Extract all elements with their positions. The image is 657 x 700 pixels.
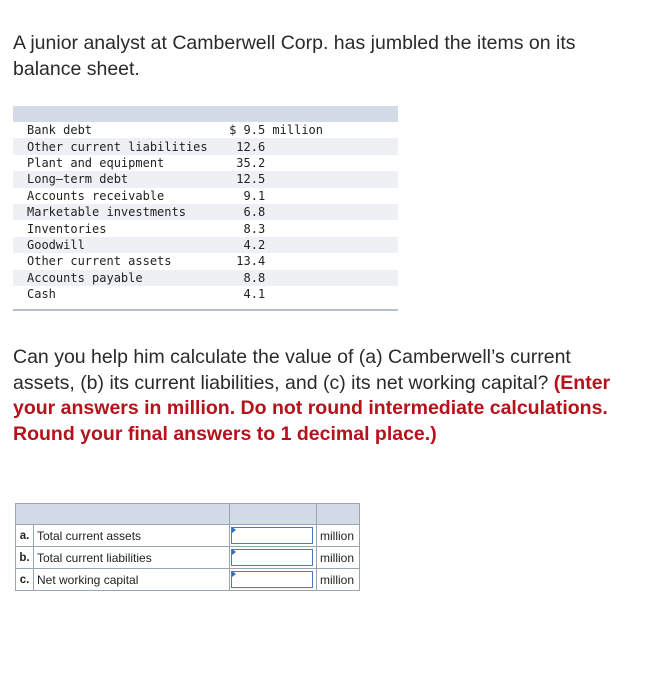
item-name: Bank debt	[27, 123, 93, 138]
answer-unit: million	[317, 525, 360, 547]
answer-unit: million	[317, 569, 360, 591]
answer-label: Total current liabilities	[34, 547, 230, 569]
answer-row-a	[16, 525, 360, 547]
answer-table	[15, 503, 360, 591]
table-row	[13, 204, 398, 220]
item-name: Accounts payable	[27, 270, 143, 285]
answer-label: Total current assets	[34, 525, 230, 547]
item-name: Goodwill	[27, 237, 85, 252]
item-name: Accounts receivable	[27, 188, 165, 203]
net-working-capital-input[interactable]	[231, 571, 313, 588]
item-name: Long–term debt	[27, 172, 129, 187]
item-value: 12.6	[236, 139, 323, 154]
table-row	[13, 253, 398, 269]
item-name: Other current liabilities	[27, 139, 208, 154]
answer-letter: b.	[16, 547, 34, 569]
answer-input-cell	[230, 525, 317, 547]
table-row	[13, 138, 398, 154]
item-name: Other current assets	[27, 254, 172, 269]
item-value: 8.8	[243, 270, 323, 285]
answer-input-cell	[230, 569, 317, 591]
item-value: 6.8	[243, 205, 323, 220]
item-value: 4.2	[243, 237, 323, 252]
table-row	[13, 155, 398, 171]
answer-unit: million	[317, 547, 360, 569]
total-current-assets-input[interactable]	[231, 527, 313, 544]
item-name: Inventories	[27, 221, 107, 236]
item-value: 4.1	[243, 287, 323, 302]
input-marker-icon	[232, 527, 236, 533]
answer-label: Net working capital	[34, 569, 230, 591]
question-instructions: (Enter your answers in million. Do not round intermediate calculations. Round your final answers to 1 decimal place.)	[13, 371, 611, 445]
input-marker-icon	[232, 571, 236, 577]
item-value: 12.5	[236, 172, 323, 187]
answer-input-cell	[230, 547, 317, 569]
item-value: 8.3	[243, 221, 323, 236]
input-marker-icon	[232, 549, 236, 555]
table-bottom-rule	[13, 302, 398, 310]
item-name: Cash	[27, 287, 56, 302]
table-row	[13, 122, 398, 138]
table-row	[13, 171, 398, 187]
item-value: $ 9.5 million	[229, 123, 323, 138]
problem-intro: A junior analyst at Camberwell Corp. has jumbled the items on its balance sheet.	[13, 32, 576, 80]
answer-row-b	[16, 547, 360, 569]
question-plain: Can you help him calculate the value of (a) Camberwell’s current assets, (b) its current liabilities, and (c) its net working capital?	[13, 346, 571, 394]
item-name: Plant and equipment	[27, 155, 165, 170]
answer-letter: c.	[16, 569, 34, 591]
balance-sheet-table	[13, 106, 398, 311]
table-row	[13, 270, 398, 286]
item-value: 35.2	[236, 155, 323, 170]
table-row	[13, 286, 398, 302]
table-row	[13, 220, 398, 236]
table-row	[13, 188, 398, 204]
question-text	[13, 345, 623, 447]
answer-table-header	[16, 504, 360, 525]
table-row	[13, 237, 398, 253]
item-name: Marketable investments	[27, 205, 186, 220]
answer-row-c	[16, 569, 360, 591]
answer-letter: a.	[16, 525, 34, 547]
item-value: 9.1	[243, 188, 323, 203]
total-current-liabilities-input[interactable]	[231, 549, 313, 566]
item-value: 13.4	[236, 254, 323, 269]
table-header-band	[13, 106, 398, 122]
